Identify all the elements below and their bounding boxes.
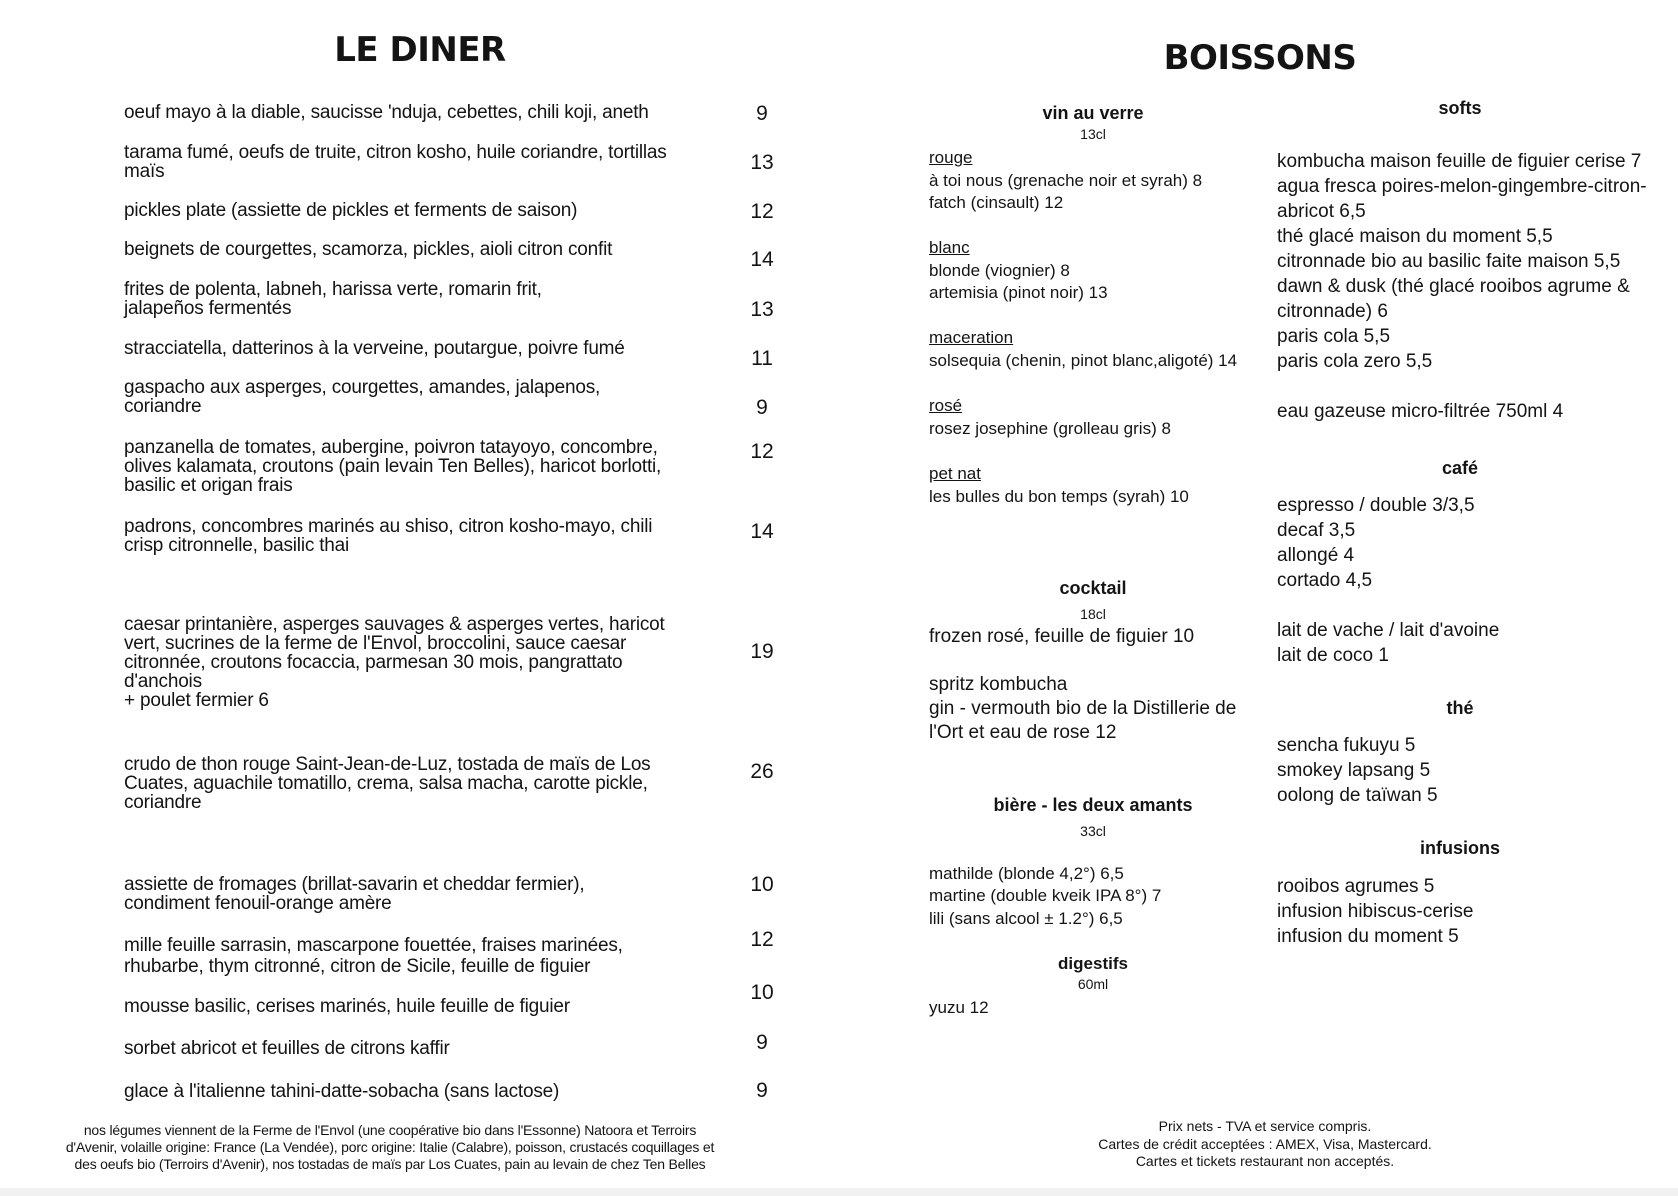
price-note: Prix nets - TVA et service compris. <box>1158 1118 1372 1134</box>
digestif-item: yuzu 12 <box>929 998 989 1017</box>
section-title-digestifs: digestifs <box>1058 954 1128 973</box>
wine-item: blonde (viognier) 8 <box>929 261 1070 280</box>
menu-item-price: 12 <box>750 440 774 463</box>
wine-item: solsequia (chenin, pinot blanc,aligoté) 14 <box>929 351 1238 370</box>
beer-item: mathilde (blonde 4,2°) 6,5 <box>929 864 1124 883</box>
wine-group-rose: rosé <box>929 396 963 415</box>
wine-item: les bulles du bon temps (syrah) 10 <box>929 487 1189 506</box>
section-title-cocktail: cocktail <box>1059 578 1127 598</box>
diner-title: LE DINER <box>334 30 506 70</box>
wine-group-pet-nat: pet nat <box>929 464 981 483</box>
menu-item-price: 19 <box>750 640 774 663</box>
menu-item-name: glace à l'italienne tahini-datte-sobacha (sans lactose) <box>124 1081 560 1102</box>
section-title-softs: softs <box>1438 98 1482 118</box>
menu-item-name: pickles plate (assiette de pickles et ferments de saison) <box>124 200 578 221</box>
section-size-vin: 13cl <box>1080 126 1106 142</box>
menu-item-price: 14 <box>750 248 774 271</box>
section-title-vin: vin au verre <box>1042 103 1144 123</box>
menu-item-description: caesar printanière, asperges sauvages & asperges vertes, haricot vert, sucrines de la ferme de l'Envol, broccolini, sauce caesar citronnée, croutons focaccia, parmesan 30 mois, pangrattato d'anchois <box>124 614 665 692</box>
soft-item: abricot 6,5 <box>1277 201 1366 222</box>
menu-item-price: 9 <box>756 396 768 419</box>
soft-item: paris cola 5,5 <box>1277 326 1391 347</box>
wine-item: à toi nous (grenache noir et syrah) 8 <box>929 171 1203 190</box>
wine-item: rosez josephine (grolleau gris) 8 <box>929 419 1171 438</box>
menu-item-name: oeuf mayo à la diable, saucisse 'nduja, cebettes, chili koji, aneth <box>124 102 649 123</box>
menu-item-option: + poulet fermier 6 <box>124 690 269 711</box>
payment-note: Cartes de crédit acceptées : AMEX, Visa, Mastercard. <box>1098 1136 1432 1152</box>
cafe-item: cortado 4,5 <box>1277 570 1373 591</box>
menu-item-price: 13 <box>750 151 774 174</box>
menu-item-name: frites de polenta, labneh, harissa verte, romarin frit, jalapeños fermentés <box>124 279 542 319</box>
infusion-item: infusion du moment 5 <box>1277 926 1459 947</box>
menu-item-price: 12 <box>750 928 774 951</box>
tea-item: sencha fukuyu 5 <box>1277 735 1416 756</box>
section-title-the: thé <box>1446 698 1474 718</box>
wine-group-rouge: rouge <box>929 148 973 167</box>
cafe-item: allongé 4 <box>1277 545 1355 566</box>
infusion-item: rooibos agrumes 5 <box>1277 876 1435 897</box>
menu-item-name: mille feuille sarrasin, mascarpone fouettée, fraises marinées, rhubarbe, thym citronné, citron de Sicile, feuille de figuier <box>124 935 623 977</box>
menu-item-name: sorbet abricot et feuilles de citrons kaffir <box>124 1038 450 1059</box>
page-bottom-edge <box>0 1188 1678 1196</box>
beer-item: lili (sans alcool ± 1.2°) 6,5 <box>929 909 1123 928</box>
section-size-cocktail: 18cl <box>1080 606 1106 622</box>
soft-item: eau gazeuse micro-filtrée 750ml 4 <box>1277 401 1564 422</box>
menu-item-price: 14 <box>750 520 774 543</box>
menu-item-price: 26 <box>750 760 774 783</box>
cocktail-item: l'Ort et eau de rose 12 <box>929 722 1117 743</box>
section-size-biere: 33cl <box>1080 823 1106 839</box>
menu-item-name: gaspacho aux asperges, courgettes, amandes, jalapenos, coriandre <box>124 377 601 417</box>
menu-item-price: 12 <box>750 200 774 223</box>
menu-item-price: 10 <box>750 981 774 1004</box>
menu-item-name <box>124 615 684 710</box>
menu-item-name: assiette de fromages (brillat-savarin et cheddar fermier), condiment fenouil-orange amère <box>124 874 585 914</box>
menu-item-name: mousse basilic, cerises marinés, huile feuille de figuier <box>124 996 570 1017</box>
menu-item-price: 9 <box>756 1079 768 1102</box>
menu-item-price: 9 <box>756 102 768 125</box>
menu-item-name: beignets de courgettes, scamorza, pickles, aioli citron confit <box>124 239 613 260</box>
voucher-note: Cartes et tickets restaurant non acceptés. <box>1135 1153 1395 1169</box>
soft-item: kombucha maison feuille de figuier cerise 7 <box>1277 151 1642 172</box>
wine-item: artemisia (pinot noir) 13 <box>929 283 1108 302</box>
section-title-infusions: infusions <box>1420 838 1500 858</box>
wine-item: fatch (cinsault) 12 <box>929 193 1064 212</box>
beer-item: martine (double kveik IPA 8°) 7 <box>929 886 1162 905</box>
menu-item-name: tarama fumé, oeufs de truite, citron kosho, huile coriandre, tortillas maïs <box>124 142 667 182</box>
soft-item: thé glacé maison du moment 5,5 <box>1277 226 1553 247</box>
cafe-item: decaf 3,5 <box>1277 520 1356 541</box>
menu-item-name: crudo de thon rouge Saint-Jean-de-Luz, tostada de maïs de Los Cuates, aguachile tomatillo, crema, salsa macha, carotte pickle, coriandre <box>124 754 651 813</box>
cocktail-item: spritz kombucha <box>929 674 1068 695</box>
cafe-item: espresso / double 3/3,5 <box>1277 495 1475 516</box>
wine-group-blanc: blanc <box>929 238 970 257</box>
wine-group-maceration: maceration <box>929 328 1014 347</box>
cafe-item: lait de vache / lait d'avoine <box>1277 620 1500 641</box>
menu-item-name: stracciatella, datterinos à la verveine, poutargue, poivre fumé <box>124 338 625 359</box>
menu-item-name: padrons, concombres marinés au shiso, citron kosho-mayo, chili crisp citronnelle, basilic thai <box>124 516 653 556</box>
tea-item: smokey lapsang 5 <box>1277 760 1431 781</box>
section-size-digestifs: 60ml <box>1077 976 1109 992</box>
infusion-item: infusion hibiscus-cerise <box>1277 901 1474 922</box>
boissons-title: BOISSONS <box>1163 38 1357 78</box>
tea-item: oolong de taïwan 5 <box>1277 785 1438 806</box>
diner-footnote: nos légumes viennent de la Ferme de l'Envol (une coopérative bio dans l'Essonne) Natoora et Terroirs d'Avenir, volaille origine: France (La Vendée), porc origine: Italie (Calabre), poisson, crustacés coquillages et des oeufs bio (Terroirs d'Avenir), nos tostadas de maïs par Los Cuates, pain au levain de chez Ten Belles <box>65 1122 715 1172</box>
cocktail-item: frozen rosé, feuille de figuier 10 <box>929 626 1195 647</box>
soft-item: dawn & dusk (thé glacé rooibos agrume & <box>1277 276 1630 297</box>
menu-item-price: 10 <box>750 873 774 896</box>
section-title-cafe: café <box>1441 458 1479 478</box>
soft-item: citronnade bio au basilic faite maison 5,5 <box>1277 251 1621 272</box>
soft-item: citronnade) 6 <box>1277 301 1388 322</box>
cocktail-item: gin - vermouth bio de la Distillerie de <box>929 698 1237 719</box>
soft-item: agua fresca poires-melon-gingembre-citron- <box>1277 176 1647 197</box>
soft-item: paris cola zero 5,5 <box>1277 351 1433 372</box>
cafe-item: lait de coco 1 <box>1277 645 1389 666</box>
menu-item-price: 13 <box>750 298 774 321</box>
menu-item-price: 11 <box>751 347 773 370</box>
menu-item-price: 9 <box>756 1031 768 1054</box>
section-title-biere: bière - les deux amants <box>993 795 1193 815</box>
menu-item-name: panzanella de tomates, aubergine, poivron tatayoyo, concombre, olives kalamata, croutons (pain levain Ten Belles), haricot borlotti, basilic et origan frais <box>124 437 662 496</box>
